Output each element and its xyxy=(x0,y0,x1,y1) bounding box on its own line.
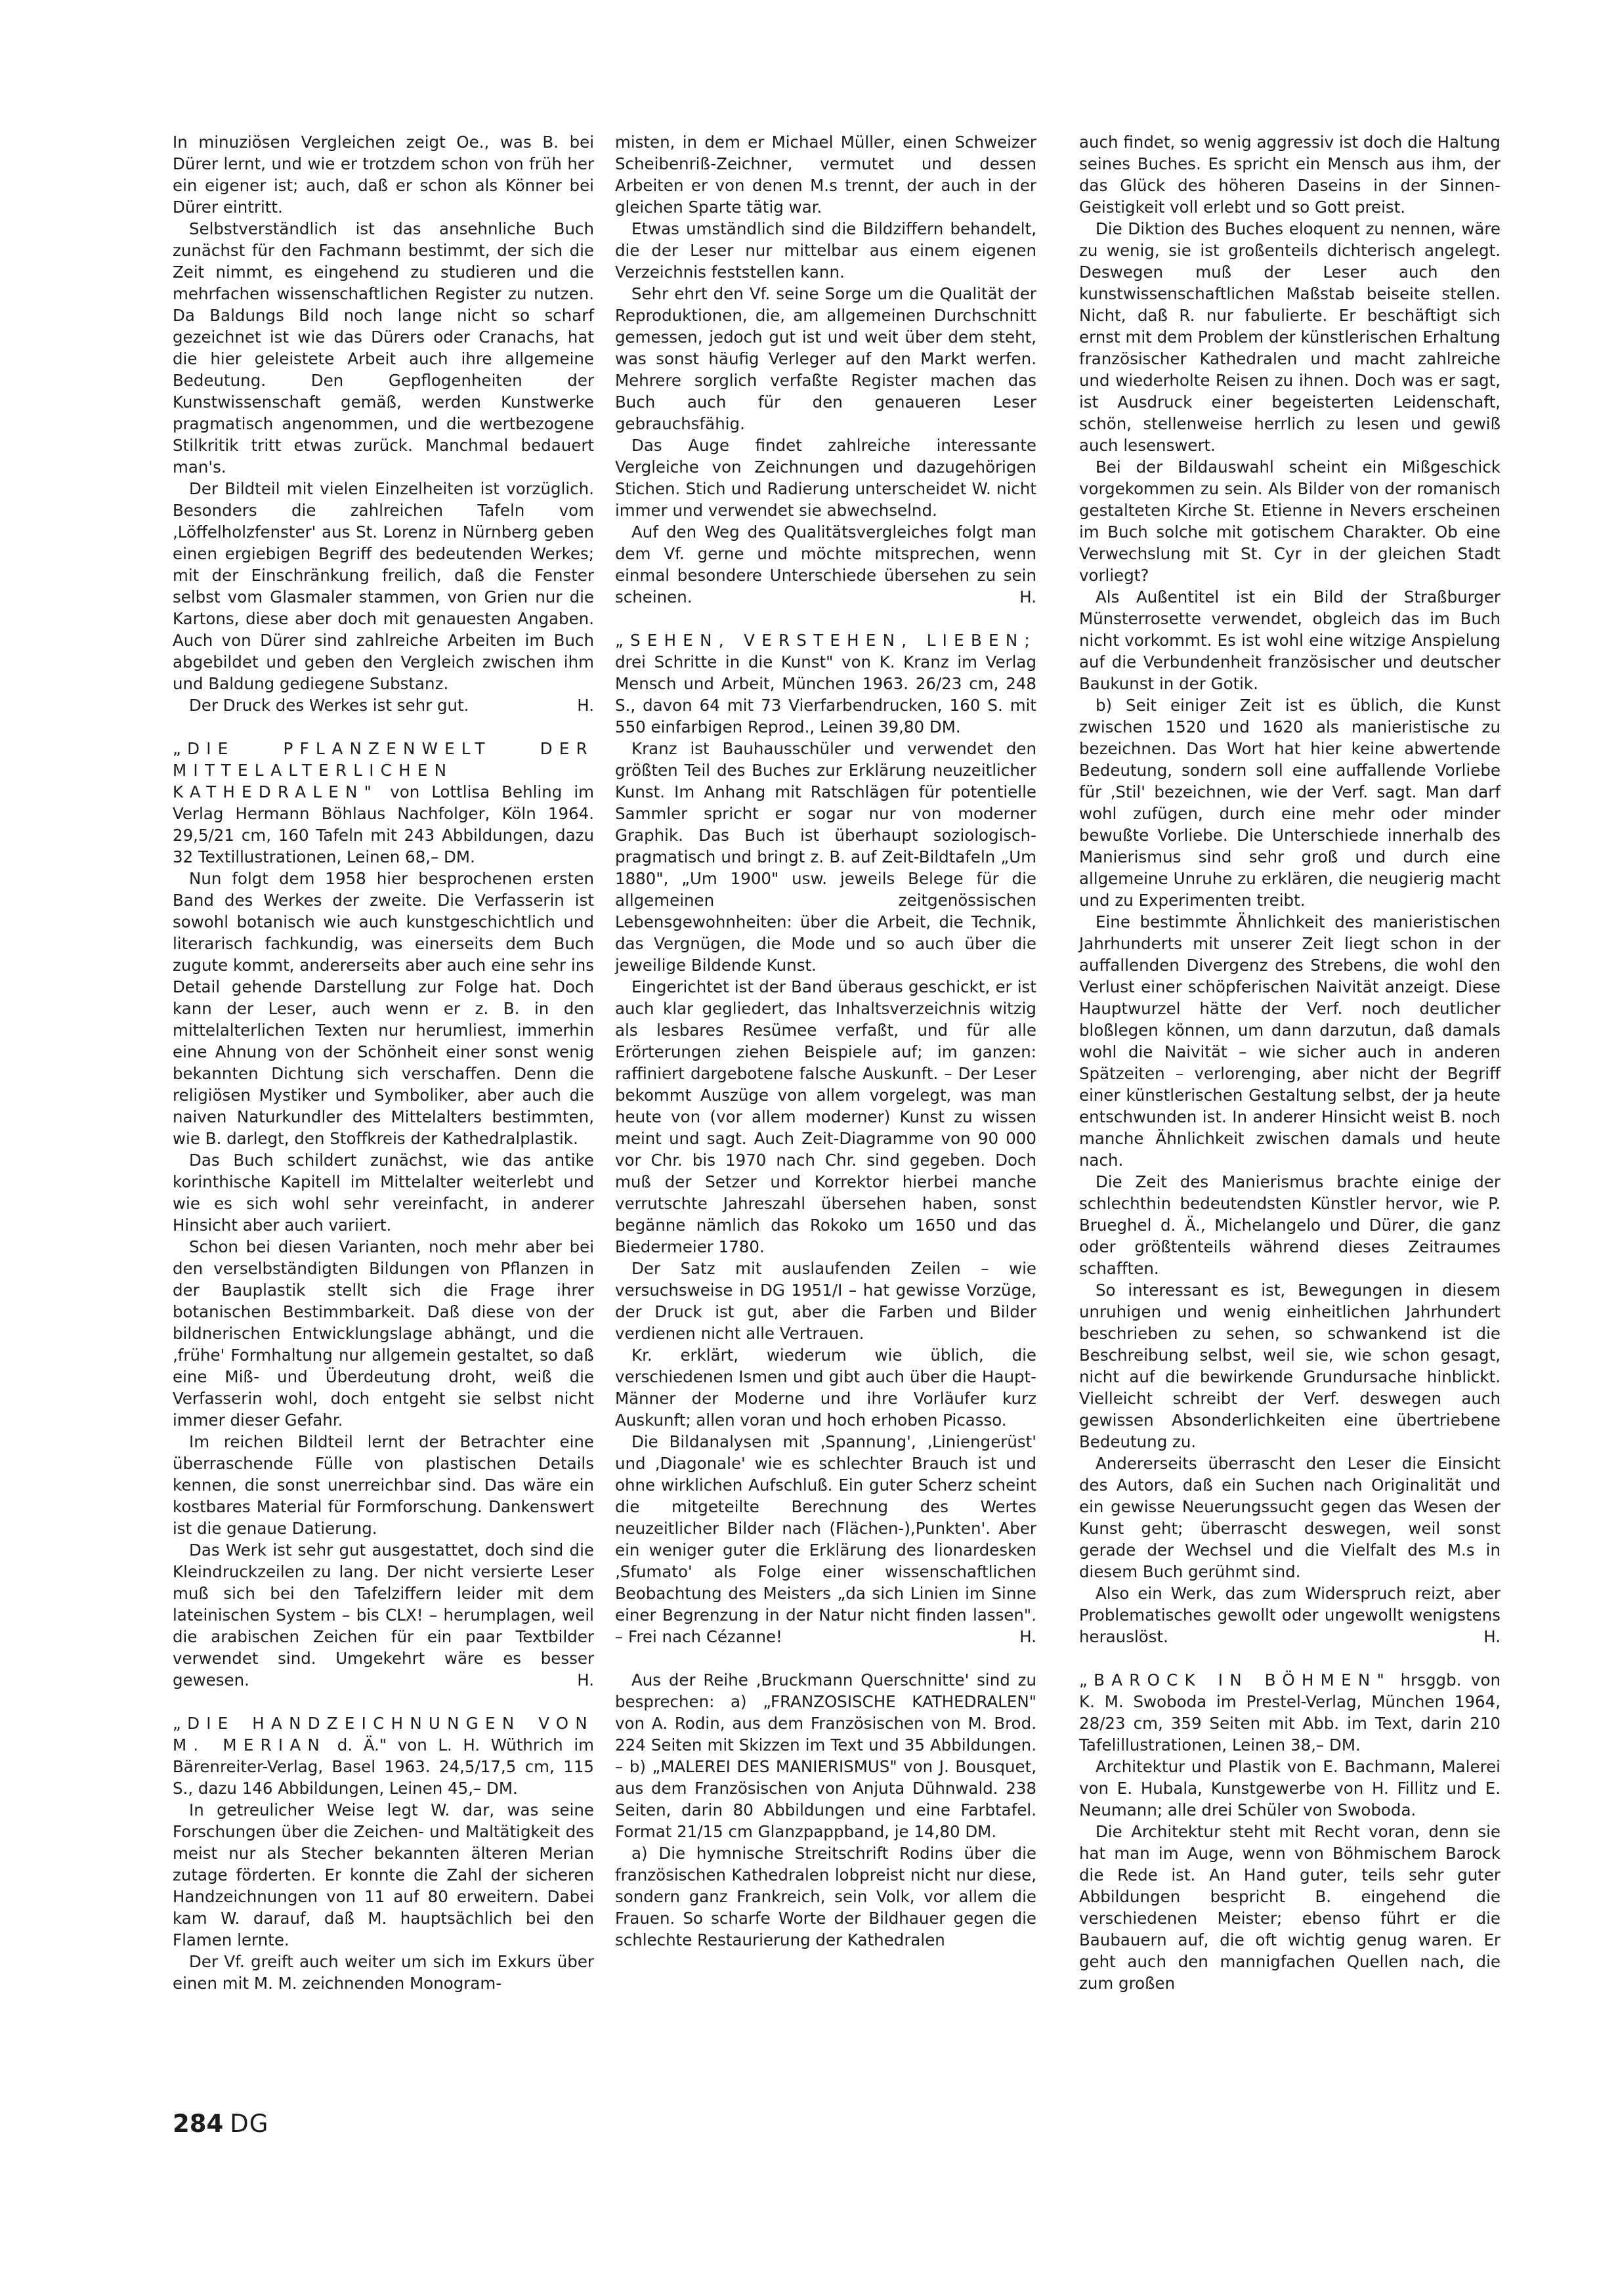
paragraph: Der Satz mit auslaufenden Zeilen – wie versuchsweise in DG 1951/I – hat gewisse Vorzüge, der Druck ist gut, aber die Farben und Bilder verdienen nicht alle Vertrauen. xyxy=(615,1259,1036,1343)
reviewer-signature: H. xyxy=(1483,1627,1501,1646)
paragraph xyxy=(615,1431,1036,1648)
paragraph: Eingerichtet ist der Band überaus geschickt, er ist auch klar gegliedert, das Inhaltsverzeichnis witzig als lesbares Resümee verfaßt, und für alle Erörterungen ziehen Beispiele auf; im ganzen: raffiniert dargebotene falsche Auskunft. – Der Leser bekommt Auszüge von allem vorgelegt, was man heute von (vor allem moderner) Kunst zu wissen meint und sagt. Auch Zeit-Diagramme von 90 000 vor Chr. bis 1970 nach Chr. sind gegeben. Doch muß der Setzer und Korrektor hierbei manche verrutschte Jahreszahl übersehen haben, sonst begänne nämlich das Rokoko um 1650 und das Biedermeier 1780. xyxy=(615,977,1036,1256)
text-column-3 xyxy=(1079,131,1501,1994)
paragraph xyxy=(173,694,594,716)
paragraph-text: Das Werk ist sehr gut ausgestattet, doch sind die Kleindruckzeilen zu lang. Der nicht versierte Leser muß sich bei den Tafelziffern leider mit dem lateinischen System – bis CLX! – herumplagen, weil die arabischen Zeichen für ein paar Textbilder verwendet sind. Umgekehrt wäre es besser gewesen. xyxy=(173,1541,594,1690)
paragraph: Der Vf. greift auch weiter um sich im Exkurs über einen mit M. M. zeichnenden Monogram- xyxy=(173,1952,594,1993)
paragraph: Etwas umständlich sind die Bildziffern behandelt, die der Leser nur mittelbar aus einem eigenen Verzeichnis feststellen kann. xyxy=(615,219,1036,282)
reviewer-signature: H. xyxy=(1019,587,1036,606)
paragraph xyxy=(1079,1583,1501,1648)
review-title: „BAROCK IN BÖHMEN" xyxy=(1079,1670,1392,1690)
paragraph: a) Die hymnische Streitschrift Rodins über die französischen Kathedralen lobpreist nicht nur diese, sondern ganz Frankreich, sein Volk, vor allem die Frauen. So scharfe Worte der Bildhauer gegen die schlechte Restaurierung der Kathedralen xyxy=(615,1844,1036,1949)
paragraph: Andererseits überrascht den Leser die Einsicht des Autors, daß ein Suchen nach Originalität und ein gewisse Neuerungssucht gegen das Wesen der Kunst geht; überrascht deswegen, weil sonst gerade der Wechsel und die Vielfalt des M.s in diesem Buch gerühmt sind. xyxy=(1079,1454,1501,1581)
review-heading xyxy=(1079,1669,1501,1756)
paragraph: Das Auge findet zahlreiche interessante Vergleiche von Zeichnungen und dazugehörigen Stichen. Stich und Radierung unterscheidet W. nicht immer und verwendet sie abwechselnd. xyxy=(615,436,1036,520)
reviewer-signature: H. xyxy=(1019,1627,1036,1646)
review-bibliography: von L. H. Wüthrich im Bärenreiter-Verlag, Basel 1963. 24,5/17,5 cm, 115 S., dazu 146 Abbildungen, Leinen 45,– DM. xyxy=(173,1735,594,1798)
page-footer xyxy=(173,2110,268,2138)
page-number: 284 xyxy=(173,2110,224,2138)
paragraph: Kr. erklärt, wiederum wie üblich, die verschiedenen Ismen und gibt auch über die Haupt-Männer der Moderne und ihre Vorläufer kurz Auskunft; allen voran und hoch erhoben Picasso. xyxy=(615,1346,1036,1430)
paragraph: Nun folgt dem 1958 hier besprochenen ersten Band des Werkes der zweite. Die Verfasserin ist sowohl botanisch wie auch kunstgeschichtlich und literarisch fachkundig, was einerseits dem Buch zugute kommt, andererseits aber auch eine sehr ins Detail gehende Darstellung zur Folge hat. Doch kann der Leser, auch wenn er z. B. in den mittelalterlichen Texten nur herumliest, immerhin eine Ahnung von der Schönheit einer sonst wenig bekannten Dichtung sich verschaffen. Denn die religiösen Mystiker und Symboliker, aber auch die naiven Naturkundler des Mittelalters bestimmten, wie B. darlegt, den Stoffkreis der Kathedralplastik. xyxy=(173,869,594,1148)
review-title-tail: d. Ä." xyxy=(326,1735,387,1754)
review-title: „DIE HANDZEICHNUNGEN VON M. MERIAN xyxy=(173,1714,594,1754)
review-intro: Aus der Reihe ‚Bruckmann Querschnitte' sind zu besprechen: a) „FRANZOSISCHE KATHEDRALEN" von A. Rodin, aus dem Französischen von M. Brod. 224 Seiten mit Skizzen im Text und 35 Abbildungen. – b) „MALEREI DES MANIERISMUS" von J. Bousquet, aus dem Französischen von Anjuta Dühnwald. 238 Seiten, darin 80 Abbildungen und eine Farbtafel. Format 21/15 cm Glanzpappband, je 14,80 DM. xyxy=(615,1670,1036,1841)
paragraph xyxy=(173,1539,594,1691)
paragraph-text: Die Bildanalysen mit ‚Spannung', ‚Liniengerüst' und ‚Diagonale' wie es schlechter Brauch ist und ohne wirklichen Aufschluß. Ein guter Scherz scheint die mitgeteilte Berechnung des Wertes neuzeitlicher Bilder nach (Flächen-),Punkten'. Aber ein weniger guter die Erklärung des lionardesken ‚Sfumato' als Folge einer wissenschaftlichen Beobachtung des Meisters „da sich Linien im Sinne einer Begrenzung in der Natur nicht finden lassen". – Frei nach Cézanne! xyxy=(615,1432,1036,1646)
journal-abbreviation: DG xyxy=(230,2110,269,2138)
paragraph: Eine bestimmte Ähnlichkeit des manieristischen Jahrhunderts mit unserer Zeit liegt schon in der auffallenden Divergenz des Strebens, die wohl den Verlust einer schöpferischen Naivität anzeigt. Diese Hauptwurzel hätte der Verf. noch deutlicher bloßlegen können, um dann darzutun, daß damals wohl die Naivität – wie sicher auch in anderen Spätzeiten – verlorenging, aber nicht der Begriff einer künstlerischen Gestaltung selbst, der ja heute entschwunden ist. In anderer Hinsicht weist B. noch manche Ähnlichkeit zwischen damals und heute nach. xyxy=(1079,912,1501,1170)
reviewer-signature: H. xyxy=(577,696,594,715)
paragraph-text: Auf den Weg des Qualitätsvergleiches folgt man dem Vf. gerne und möchte mitsprechen, wenn einmal besondere Unterschiede übersehen zu sein scheinen. xyxy=(615,522,1036,606)
paragraph: Sehr ehrt den Vf. seine Sorge um die Qualität der Reproduktionen, die, am allgemeinen Durchschnitt gemessen, jedoch gut ist und weit über dem steht, was sonst häufig Verleger auf den Markt werfen. Mehrere sorglich verfaßte Register machen das Buch auch für den genaueren Leser gebrauchsfähig. xyxy=(615,284,1036,433)
paragraph: Als Außentitel ist ein Bild der Straßburger Münsterrosette verwendet, obgleich das im Buch nicht vorkommt. Es ist wohl eine witzige Anspielung auf die Verbundenheit französischer und deutscher Baukunst in der Gotik. xyxy=(1079,587,1501,693)
review-bibliography: hrsggb. von K. M. Swoboda im Prestel-Verlag, München 1964, 28/23 cm, 359 Seiten mit Abb. im Text, darin 210 Tafelillustrationen, Leinen 38,– DM. xyxy=(1079,1670,1501,1754)
paragraph: Schon bei diesen Varianten, noch mehr aber bei den verselbständigten Bildungen von Pflanzen in der Bauplastik stellt sich die Frage ihrer botanischen Bestimmbarkeit. Daß diese von der bildnerischen Entwicklungslage abhängt, und die ‚frühe' Formhaltung nur allgemein gestaltet, so daß eine Miß- und Überdeutung droht, weiß die Verfasserin wohl, doch entgeht sie selbst nicht immer dieser Gefahr. xyxy=(173,1237,594,1430)
review-title: „SEHEN, VERSTEHEN, LIEBEN; xyxy=(615,631,1036,650)
review-heading xyxy=(615,629,1036,738)
text-column-1 xyxy=(173,131,594,1994)
paragraph: b) Seit einiger Zeit ist es üblich, die Kunst zwischen 1520 und 1620 als manieristische zu bezeichnen. Das Wort hat hier keine abwertende Bedeutung, sondern soll eine auffallende Vorliebe für ‚Stil' bezeichnen, wie der Verf. sagt. Man darf wohl zufügen, durch eine mehr oder minder bewußte Vorliebe. Die Unterschiede innerhalb des Manierismus sind sehr groß und durch eine allgemeine Unruhe zu erklären, die neugierig macht und zu Experimenten treibt. xyxy=(1079,696,1501,910)
paragraph: In minuziösen Vergleichen zeigt Oe., was B. bei Dürer lernt, und wie er trotzdem schon von früh her ein eigener ist; auch, daß er schon als Könner bei Dürer eintritt. xyxy=(173,133,594,217)
paragraph: misten, in dem er Michael Müller, einen Schweizer Scheibenriß-Zeichner, vermutet und dessen Arbeiten er von denen M.s trennt, der auch in der gleichen Sparte tätig war. xyxy=(615,133,1036,217)
paragraph: Der Bildteil mit vielen Einzelheiten ist vorzüglich. Besonders die zahlreichen Tafeln vom ‚Löffelholzfenster' aus St. Lorenz in Nürnberg geben einen ergiebigen Begriff des bedeutenden Werkes; mit der Einschränkung freilich, daß die Fenster selbst vom Glasmaler stammen, von Grien nur die Kartons, diese aber doch mit genauesten Angaben. Auch von Dürer sind zahlreiche Arbeiten im Buch abgebildet und geben den Vergleich zwischen ihm und Baldung gediegene Substanz. xyxy=(173,479,594,693)
paragraph: Im reichen Bildteil lernt der Betrachter eine überraschende Fülle von plastischen Details kennen, die sonst unerreichbar sind. Das wäre ein kostbares Material für Formforschung. Dankenswert ist die genaue Datierung. xyxy=(173,1432,594,1538)
review-heading xyxy=(173,1712,594,1799)
reviewer-signature: H. xyxy=(577,1670,594,1690)
paragraph: Das Buch schildert zunächst, wie das antike korinthische Kapitell im Mittelalter weiterlebt und wie es sich wohl sehr vereinfacht, in anderer Hinsicht aber auch variiert. xyxy=(173,1151,594,1235)
paragraph: Die Architektur steht mit Recht voran, denn sie hat man im Auge, wenn von Böhmischem Barock die Rede ist. An Hand guter, teils sehr guter Abbildungen bespricht B. eingehend die verschiedenen Meister; ebenso führt er die Baubauern auf, die oft wichtig genug waren. Er geht auch den mannigfachen Quellen nach, die zum großen xyxy=(1079,1822,1501,1993)
paragraph xyxy=(615,521,1036,608)
paragraph-text: Der Druck des Werkes ist sehr gut. xyxy=(189,696,469,715)
paragraph-text: Also ein Werk, das zum Widerspruch reizt, aber Problematisches gewollt oder ungewollt wenigstens herauslöst. xyxy=(1079,1584,1501,1646)
paragraph: So interessant es ist, Bewegungen in diesem unruhigen und wenig einheitlichen Jahrhundert beschrieben zu sehen, so schwankend ist die Beschreibung selbst, weil sie, wie schon gesagt, nicht auf die bewirkende Grundursache hinblickt. Vielleicht schreibt der Verf. deswegen auch gewissen Absonderlichkeiten eine übertriebene Bedeutung zu. xyxy=(1079,1281,1501,1451)
review-title: „DIE PFLANZENWELT DER MITTELALTERLICHEN KATHEDRALEN" xyxy=(173,739,594,801)
review-heading xyxy=(173,738,594,868)
paragraph: Die Diktion des Buches eloquent zu nennen, wäre zu wenig, sie ist großenteils dichterisch angelegt. Deswegen muß der Leser auch den kunstwissenschaftlichen Maßstab beiseite stellen. Nicht, daß R. nur fabulierte. Er beschäftigt sich ernst mit dem Problem der künstlerischen Erhaltung französischer Kathedralen und macht zahlreiche und wiederholte Reisen zu ihnen. Doch was er sagt, ist Ausdruck einer begeisterten Leidenschaft, schön, stellenweise herrlich zu lesen und gewiß auch lesenswert. xyxy=(1079,219,1501,455)
review-bibliography: drei Schritte in die Kunst" von K. Kranz im Verlag Mensch und Arbeit, München 1963. 26/23 cm, 248 S., davon 64 mit 73 Vierfarbendrucken, 160 S. mit 550 einfarbigen Reprod., Leinen 39,80 DM. xyxy=(615,652,1036,736)
text-column-2 xyxy=(615,131,1036,1951)
paragraph: Architektur und Plastik von E. Bachmann, Malerei von E. Hubala, Kunstgewerbe von H. Fillitz und E. Neumann; alle drei Schüler von Swoboda. xyxy=(1079,1757,1501,1819)
paragraph: auch findet, so wenig aggressiv ist doch die Haltung seines Buches. Es spricht ein Mensch aus ihm, der das Glück des höheren Daseins in der Sinnen-Geistigkeit voll erlebt und so Gott preist. xyxy=(1079,133,1501,217)
paragraph: Selbstverständlich ist das ansehnliche Buch zunächst für den Fachmann bestimmt, der sich die Zeit nimmt, es eingehend zu studieren und die mehrfachen wissenschaftlichen Register zu nutzen. Da Baldungs Bild noch lange nicht so scharf gezeichnet ist wie das Dürers oder Cranachs, hat die hier geleistete Arbeit auch ihre allgemeine Bedeutung. Den Gepflogenheiten der Kunstwissenschaft gemäß, werden Kunstwerke pragmatisch angenommen, und die wertbezogene Stilkritik tritt etwas zurück. Manchmal bedauert man's. xyxy=(173,219,594,477)
review-bibliography: von Lottlisa Behling im Verlag Hermann Böhlaus Nachfolger, Köln 1964. 29,5/21 cm, 160 Tafeln mit 243 Abbildungen, dazu 32 Textillustrationen, Leinen 68,– DM. xyxy=(173,782,594,866)
paragraph: In getreulicher Weise legt W. dar, was seine Forschungen über die Zeichen- und Maltätigkeit des meist nur als Stecher bekannten älteren Merian zutage förderten. Er konnte die Zahl der sicheren Handzeichnungen von 11 auf 80 erweitern. Dabei kam W. darauf, daß M. hauptsächlich bei den Flamen lernte. xyxy=(173,1800,594,1949)
paragraph: Kranz ist Bauhausschüler und verwendet den größten Teil des Buches zur Erklärung neuzeitlicher Kunst. Im Anhang mit Ratschlägen für potentielle Sammler spricht er sogar nur von moderner Graphik. Das Buch ist überhaupt soziologisch-pragmatisch und bringt z. B. auf Zeit-Bildtafeln „Um 1880", „Um 1900" usw. jeweils Belege für die allgemeinen zeitgenössischen Lebensgewohnheiten: über die Arbeit, die Technik, das Vergnügen, die Mode und so auch über die jeweilige Bildende Kunst. xyxy=(615,739,1036,975)
paragraph: Die Zeit des Manierismus brachte einige der schlechthin bedeutendsten Künstler hervor, wie P. Brueghel d. Ä., Michelangelo und Dürer, die ganz oder größtenteils während dieses Zeitraumes schafften. xyxy=(1079,1172,1501,1278)
paragraph: Bei der Bildauswahl scheint ein Mißgeschick vorgekommen zu sein. Als Bilder von der romanisch gestalteten Kirche St. Etienne in Nevers erscheinen im Buch solche mit gotischem Charakter. Ob eine Verwechslung mit St. Cyr in der gleichen Stadt vorliegt? xyxy=(1079,457,1501,585)
